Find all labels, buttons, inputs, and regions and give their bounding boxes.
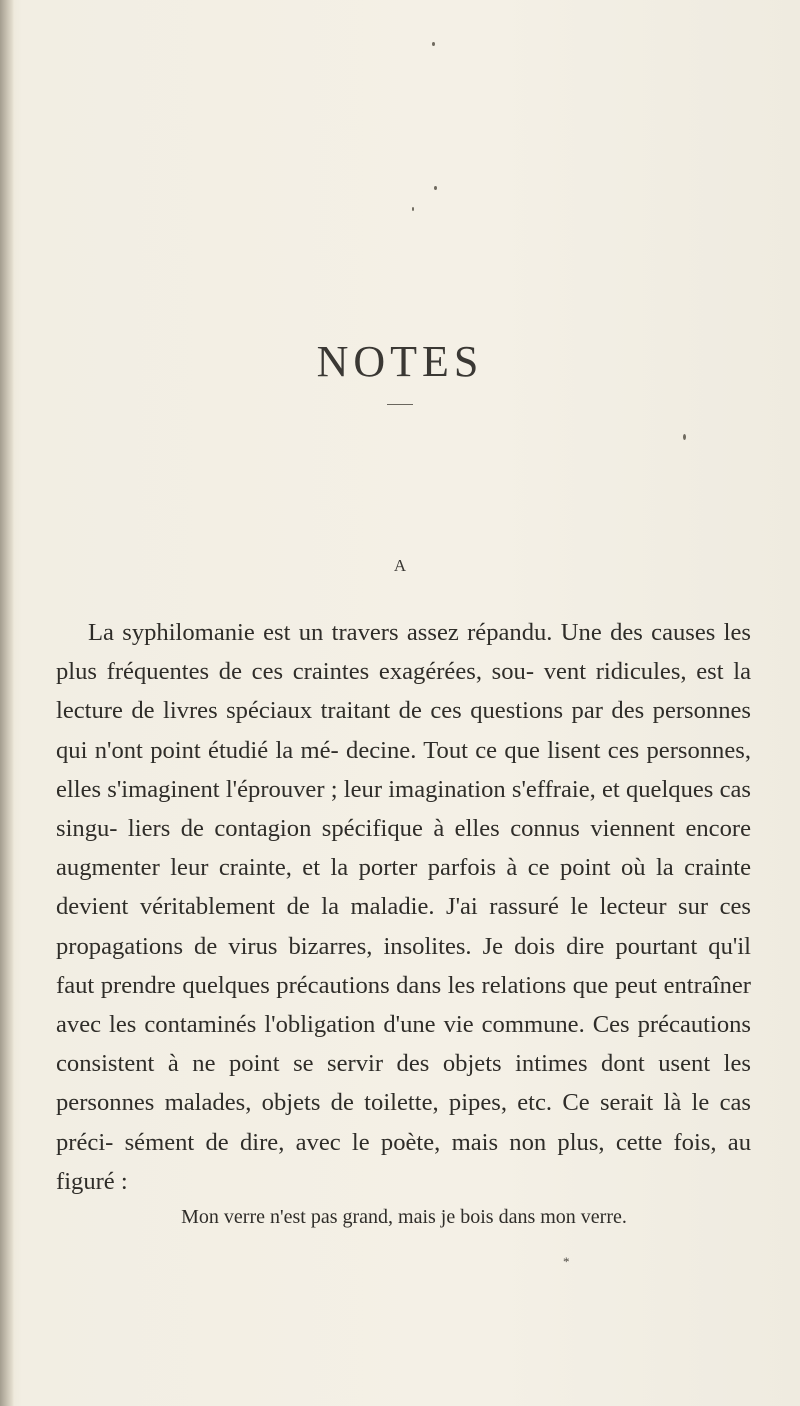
paper-speck [412, 207, 414, 211]
paper-speck [434, 186, 437, 190]
paper-speck [683, 434, 686, 440]
quoted-verse: Mon verre n'est pas grand, mais je bois dans mon verre. [181, 1206, 627, 1228]
footer-mark: * [563, 1254, 570, 1269]
body-paragraph: La syphilomanie est un travers assez répandu. Une des causes les plus fréquentes de ces craintes exagérées, sou- vent ridicules, est la lecture de livres spéciaux traitant de ces questions par des personnes qui n'ont point étudié la mé- decine. Tout ce que lisent ces personnes, elles s'imaginent l'éprouver ; leur imagination s'effraie, et quelques cas singu- liers de contagion spécifique à elles connus viennent encore augmenter leur crainte, et la porter parfois à ce point où la crainte devient véritablement de la maladie. J'ai rassuré le lecteur sur ces propagations de virus bizarres, insolites. Je dois dire pourtant qu'il faut prendre quelques précautions dans les relations que peut entraîner avec les contaminés l'obligation d'une vie commune. Ces précautions consistent à ne point se servir des objets intimes dont usent les personnes malades, objets de toilette, pipes, etc. Ce serait là le cas préci- sément de dire, avec le poète, mais non plus, cette fois, au figuré : [56, 619, 751, 1195]
book-spine-shadow [0, 0, 14, 1406]
paper-speck [432, 42, 435, 46]
title-divider [387, 404, 413, 405]
page-title: NOTES [316, 337, 484, 387]
section-letter: A [393, 556, 407, 575]
